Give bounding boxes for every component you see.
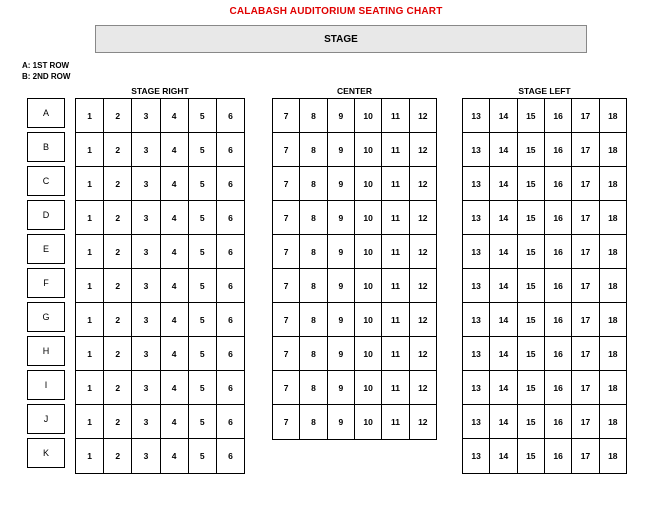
seat-C4[interactable]: 4 bbox=[161, 167, 189, 201]
seat-G1[interactable]: 1 bbox=[76, 303, 104, 337]
seat-B17[interactable]: 17 bbox=[572, 133, 599, 167]
seat-H15[interactable]: 15 bbox=[518, 337, 545, 371]
seat-K16[interactable]: 16 bbox=[545, 439, 572, 473]
seat-G6[interactable]: 6 bbox=[217, 303, 244, 337]
seating-block-stage-left bbox=[462, 98, 627, 474]
seat-A5[interactable]: 5 bbox=[189, 99, 217, 133]
seat-row bbox=[76, 235, 244, 269]
seat-E8[interactable]: 8 bbox=[300, 235, 327, 269]
seat-I16[interactable]: 16 bbox=[545, 371, 572, 405]
seat-I9[interactable]: 9 bbox=[328, 371, 355, 405]
seat-I10[interactable]: 10 bbox=[355, 371, 382, 405]
seat-I8[interactable]: 8 bbox=[300, 371, 327, 405]
seat-B4[interactable]: 4 bbox=[161, 133, 189, 167]
seat-row bbox=[76, 439, 244, 473]
seat-D10[interactable]: 10 bbox=[355, 201, 382, 235]
seat-J2[interactable]: 2 bbox=[104, 405, 132, 439]
row-letter-cell: D bbox=[27, 200, 65, 230]
row-letter-cell: J bbox=[27, 404, 65, 434]
seat-row bbox=[76, 303, 244, 337]
seat-E17[interactable]: 17 bbox=[572, 235, 599, 269]
seat-C7[interactable]: 7 bbox=[273, 167, 300, 201]
seat-row bbox=[273, 201, 436, 235]
seat-A15[interactable]: 15 bbox=[518, 99, 545, 133]
seat-F14[interactable]: 14 bbox=[490, 269, 517, 303]
seat-C5[interactable]: 5 bbox=[189, 167, 217, 201]
seat-G5[interactable]: 5 bbox=[189, 303, 217, 337]
page-title: CALABASH AUDITORIUM SEATING CHART bbox=[229, 6, 443, 17]
seat-K5[interactable]: 5 bbox=[189, 439, 217, 473]
seat-B5[interactable]: 5 bbox=[189, 133, 217, 167]
seat-G18[interactable]: 18 bbox=[600, 303, 626, 337]
seat-J15[interactable]: 15 bbox=[518, 405, 545, 439]
seat-A9[interactable]: 9 bbox=[328, 99, 355, 133]
seat-F8[interactable]: 8 bbox=[300, 269, 327, 303]
seat-H8[interactable]: 8 bbox=[300, 337, 327, 371]
seat-A12[interactable]: 12 bbox=[410, 99, 436, 133]
seat-row bbox=[76, 133, 244, 167]
seat-row bbox=[76, 201, 244, 235]
seat-G7[interactable]: 7 bbox=[273, 303, 300, 337]
seat-D11[interactable]: 11 bbox=[382, 201, 409, 235]
seat-J1[interactable]: 1 bbox=[76, 405, 104, 439]
seat-G17[interactable]: 17 bbox=[572, 303, 599, 337]
seat-F5[interactable]: 5 bbox=[189, 269, 217, 303]
seat-E5[interactable]: 5 bbox=[189, 235, 217, 269]
seat-row bbox=[273, 167, 436, 201]
seat-D13[interactable]: 13 bbox=[463, 201, 490, 235]
section-label-stage-right: STAGE RIGHT bbox=[131, 86, 189, 96]
seat-G10[interactable]: 10 bbox=[355, 303, 382, 337]
seat-C18[interactable]: 18 bbox=[600, 167, 626, 201]
seat-D3[interactable]: 3 bbox=[132, 201, 160, 235]
seat-C3[interactable]: 3 bbox=[132, 167, 160, 201]
seat-E16[interactable]: 16 bbox=[545, 235, 572, 269]
seat-K18[interactable]: 18 bbox=[600, 439, 626, 473]
row-letter-cell: E bbox=[27, 234, 65, 264]
seat-I3[interactable]: 3 bbox=[132, 371, 160, 405]
seat-A2[interactable]: 2 bbox=[104, 99, 132, 133]
seat-H11[interactable]: 11 bbox=[382, 337, 409, 371]
seat-F3[interactable]: 3 bbox=[132, 269, 160, 303]
seat-H12[interactable]: 12 bbox=[410, 337, 436, 371]
row-letter-cell: H bbox=[27, 336, 65, 366]
seat-G14[interactable]: 14 bbox=[490, 303, 517, 337]
seat-row bbox=[463, 405, 626, 439]
seat-D14[interactable]: 14 bbox=[490, 201, 517, 235]
row-letter-cell: A bbox=[27, 98, 65, 128]
seat-A17[interactable]: 17 bbox=[572, 99, 599, 133]
seat-D6[interactable]: 6 bbox=[217, 201, 244, 235]
seat-K4[interactable]: 4 bbox=[161, 439, 189, 473]
seat-row bbox=[76, 167, 244, 201]
seat-row bbox=[463, 371, 626, 405]
seat-I11[interactable]: 11 bbox=[382, 371, 409, 405]
seat-E11[interactable]: 11 bbox=[382, 235, 409, 269]
seat-G13[interactable]: 13 bbox=[463, 303, 490, 337]
seat-J8[interactable]: 8 bbox=[300, 405, 327, 439]
seat-G2[interactable]: 2 bbox=[104, 303, 132, 337]
seat-D5[interactable]: 5 bbox=[189, 201, 217, 235]
seat-B9[interactable]: 9 bbox=[328, 133, 355, 167]
seat-H2[interactable]: 2 bbox=[104, 337, 132, 371]
seat-F13[interactable]: 13 bbox=[463, 269, 490, 303]
seat-H4[interactable]: 4 bbox=[161, 337, 189, 371]
seat-G11[interactable]: 11 bbox=[382, 303, 409, 337]
legend-item-second-row: B: 2ND ROW bbox=[22, 72, 71, 81]
seat-A4[interactable]: 4 bbox=[161, 99, 189, 133]
seat-C10[interactable]: 10 bbox=[355, 167, 382, 201]
seat-B16[interactable]: 16 bbox=[545, 133, 572, 167]
seat-J11[interactable]: 11 bbox=[382, 405, 409, 439]
stage-label: STAGE bbox=[324, 33, 358, 45]
seat-H14[interactable]: 14 bbox=[490, 337, 517, 371]
seat-I5[interactable]: 5 bbox=[189, 371, 217, 405]
seat-F10[interactable]: 10 bbox=[355, 269, 382, 303]
seat-A13[interactable]: 13 bbox=[463, 99, 490, 133]
seat-F9[interactable]: 9 bbox=[328, 269, 355, 303]
seat-D2[interactable]: 2 bbox=[104, 201, 132, 235]
seat-D4[interactable]: 4 bbox=[161, 201, 189, 235]
seat-J7[interactable]: 7 bbox=[273, 405, 300, 439]
seat-I15[interactable]: 15 bbox=[518, 371, 545, 405]
seat-F15[interactable]: 15 bbox=[518, 269, 545, 303]
seat-C1[interactable]: 1 bbox=[76, 167, 104, 201]
seat-H9[interactable]: 9 bbox=[328, 337, 355, 371]
seat-E4[interactable]: 4 bbox=[161, 235, 189, 269]
seat-G3[interactable]: 3 bbox=[132, 303, 160, 337]
seat-A18[interactable]: 18 bbox=[600, 99, 626, 133]
legend bbox=[22, 60, 70, 82]
seat-row bbox=[273, 99, 436, 133]
seat-G8[interactable]: 8 bbox=[300, 303, 327, 337]
seat-row bbox=[273, 133, 436, 167]
seat-G16[interactable]: 16 bbox=[545, 303, 572, 337]
seat-row bbox=[463, 303, 626, 337]
seat-I2[interactable]: 2 bbox=[104, 371, 132, 405]
seat-F17[interactable]: 17 bbox=[572, 269, 599, 303]
seat-I4[interactable]: 4 bbox=[161, 371, 189, 405]
seat-H18[interactable]: 18 bbox=[600, 337, 626, 371]
seat-A10[interactable]: 10 bbox=[355, 99, 382, 133]
seat-A7[interactable]: 7 bbox=[273, 99, 300, 133]
seating-block-center bbox=[272, 98, 437, 440]
row-letter-column bbox=[27, 98, 65, 468]
seat-J13[interactable]: 13 bbox=[463, 405, 490, 439]
seat-C9[interactable]: 9 bbox=[328, 167, 355, 201]
seat-C17[interactable]: 17 bbox=[572, 167, 599, 201]
section-label-center: CENTER bbox=[337, 86, 372, 96]
seat-H5[interactable]: 5 bbox=[189, 337, 217, 371]
seat-row bbox=[463, 167, 626, 201]
seat-A16[interactable]: 16 bbox=[545, 99, 572, 133]
seat-row bbox=[76, 405, 244, 439]
seat-row bbox=[273, 337, 436, 371]
seat-A8[interactable]: 8 bbox=[300, 99, 327, 133]
seat-row bbox=[76, 269, 244, 303]
seat-B3[interactable]: 3 bbox=[132, 133, 160, 167]
seat-row bbox=[463, 439, 626, 473]
seat-C11[interactable]: 11 bbox=[382, 167, 409, 201]
row-letter-cell: F bbox=[27, 268, 65, 298]
seat-K3[interactable]: 3 bbox=[132, 439, 160, 473]
seat-J6[interactable]: 6 bbox=[217, 405, 244, 439]
seat-F12[interactable]: 12 bbox=[410, 269, 436, 303]
row-letter-cell: K bbox=[27, 438, 65, 468]
seat-B6[interactable]: 6 bbox=[217, 133, 244, 167]
seat-I17[interactable]: 17 bbox=[572, 371, 599, 405]
seat-row bbox=[273, 235, 436, 269]
seat-H1[interactable]: 1 bbox=[76, 337, 104, 371]
seat-C16[interactable]: 16 bbox=[545, 167, 572, 201]
seating-block-stage-right bbox=[75, 98, 245, 474]
seat-I18[interactable]: 18 bbox=[600, 371, 626, 405]
seat-D17[interactable]: 17 bbox=[572, 201, 599, 235]
seat-I12[interactable]: 12 bbox=[410, 371, 436, 405]
seat-J17[interactable]: 17 bbox=[572, 405, 599, 439]
seat-K6[interactable]: 6 bbox=[217, 439, 244, 473]
seat-B10[interactable]: 10 bbox=[355, 133, 382, 167]
seat-I14[interactable]: 14 bbox=[490, 371, 517, 405]
seat-H16[interactable]: 16 bbox=[545, 337, 572, 371]
seat-row bbox=[273, 269, 436, 303]
row-letter-cell: G bbox=[27, 302, 65, 332]
seat-H17[interactable]: 17 bbox=[572, 337, 599, 371]
seat-C6[interactable]: 6 bbox=[217, 167, 244, 201]
seat-D12[interactable]: 12 bbox=[410, 201, 436, 235]
seat-J12[interactable]: 12 bbox=[410, 405, 436, 439]
seat-row bbox=[463, 269, 626, 303]
seat-C13[interactable]: 13 bbox=[463, 167, 490, 201]
seat-K13[interactable]: 13 bbox=[463, 439, 490, 473]
seat-F16[interactable]: 16 bbox=[545, 269, 572, 303]
seat-B7[interactable]: 7 bbox=[273, 133, 300, 167]
seat-C15[interactable]: 15 bbox=[518, 167, 545, 201]
seat-row bbox=[76, 99, 244, 133]
seat-A14[interactable]: 14 bbox=[490, 99, 517, 133]
seat-B2[interactable]: 2 bbox=[104, 133, 132, 167]
seat-J3[interactable]: 3 bbox=[132, 405, 160, 439]
seat-row bbox=[273, 405, 436, 439]
seat-E14[interactable]: 14 bbox=[490, 235, 517, 269]
seat-B18[interactable]: 18 bbox=[600, 133, 626, 167]
seat-E7[interactable]: 7 bbox=[273, 235, 300, 269]
seat-J9[interactable]: 9 bbox=[328, 405, 355, 439]
seat-I13[interactable]: 13 bbox=[463, 371, 490, 405]
seat-K2[interactable]: 2 bbox=[104, 439, 132, 473]
seat-J4[interactable]: 4 bbox=[161, 405, 189, 439]
seat-E1[interactable]: 1 bbox=[76, 235, 104, 269]
seat-E6[interactable]: 6 bbox=[217, 235, 244, 269]
seat-row bbox=[76, 337, 244, 371]
seat-B14[interactable]: 14 bbox=[490, 133, 517, 167]
seat-F11[interactable]: 11 bbox=[382, 269, 409, 303]
seat-I7[interactable]: 7 bbox=[273, 371, 300, 405]
seat-D1[interactable]: 1 bbox=[76, 201, 104, 235]
seat-row bbox=[273, 303, 436, 337]
legend-item-first-row: A: 1ST ROW bbox=[22, 61, 70, 70]
stage-area bbox=[95, 25, 587, 53]
seat-E2[interactable]: 2 bbox=[104, 235, 132, 269]
seat-C2[interactable]: 2 bbox=[104, 167, 132, 201]
seat-F2[interactable]: 2 bbox=[104, 269, 132, 303]
seat-H13[interactable]: 13 bbox=[463, 337, 490, 371]
seat-K1[interactable]: 1 bbox=[76, 439, 104, 473]
seat-E13[interactable]: 13 bbox=[463, 235, 490, 269]
seat-E18[interactable]: 18 bbox=[600, 235, 626, 269]
seat-row bbox=[463, 235, 626, 269]
section-label-stage-left: STAGE LEFT bbox=[518, 86, 571, 96]
row-letter-cell: I bbox=[27, 370, 65, 400]
seat-H6[interactable]: 6 bbox=[217, 337, 244, 371]
seat-E10[interactable]: 10 bbox=[355, 235, 382, 269]
seat-D18[interactable]: 18 bbox=[600, 201, 626, 235]
seat-K14[interactable]: 14 bbox=[490, 439, 517, 473]
seat-A6[interactable]: 6 bbox=[217, 99, 244, 133]
seat-G9[interactable]: 9 bbox=[328, 303, 355, 337]
seat-A3[interactable]: 3 bbox=[132, 99, 160, 133]
seat-H7[interactable]: 7 bbox=[273, 337, 300, 371]
seat-E12[interactable]: 12 bbox=[410, 235, 436, 269]
seat-B12[interactable]: 12 bbox=[410, 133, 436, 167]
seat-B15[interactable]: 15 bbox=[518, 133, 545, 167]
seat-F1[interactable]: 1 bbox=[76, 269, 104, 303]
seat-E9[interactable]: 9 bbox=[328, 235, 355, 269]
seat-J5[interactable]: 5 bbox=[189, 405, 217, 439]
seat-row bbox=[463, 99, 626, 133]
seat-J10[interactable]: 10 bbox=[355, 405, 382, 439]
seat-F6[interactable]: 6 bbox=[217, 269, 244, 303]
row-letter-cell: C bbox=[27, 166, 65, 196]
seat-D16[interactable]: 16 bbox=[545, 201, 572, 235]
seat-F7[interactable]: 7 bbox=[273, 269, 300, 303]
seat-F18[interactable]: 18 bbox=[600, 269, 626, 303]
seat-B11[interactable]: 11 bbox=[382, 133, 409, 167]
seat-E15[interactable]: 15 bbox=[518, 235, 545, 269]
seat-E3[interactable]: 3 bbox=[132, 235, 160, 269]
seat-K17[interactable]: 17 bbox=[572, 439, 599, 473]
seat-D7[interactable]: 7 bbox=[273, 201, 300, 235]
seat-G12[interactable]: 12 bbox=[410, 303, 436, 337]
seat-F4[interactable]: 4 bbox=[161, 269, 189, 303]
seat-row bbox=[463, 133, 626, 167]
row-letter-cell: B bbox=[27, 132, 65, 162]
seat-I6[interactable]: 6 bbox=[217, 371, 244, 405]
seat-C14[interactable]: 14 bbox=[490, 167, 517, 201]
seat-K15[interactable]: 15 bbox=[518, 439, 545, 473]
seat-C8[interactable]: 8 bbox=[300, 167, 327, 201]
seat-J16[interactable]: 16 bbox=[545, 405, 572, 439]
seat-G4[interactable]: 4 bbox=[161, 303, 189, 337]
seat-D9[interactable]: 9 bbox=[328, 201, 355, 235]
seat-B8[interactable]: 8 bbox=[300, 133, 327, 167]
seat-D15[interactable]: 15 bbox=[518, 201, 545, 235]
seat-C12[interactable]: 12 bbox=[410, 167, 436, 201]
seat-row bbox=[463, 201, 626, 235]
seat-A11[interactable]: 11 bbox=[382, 99, 409, 133]
seat-J14[interactable]: 14 bbox=[490, 405, 517, 439]
seat-row bbox=[463, 337, 626, 371]
seat-A1[interactable]: 1 bbox=[76, 99, 104, 133]
seat-G15[interactable]: 15 bbox=[518, 303, 545, 337]
seat-I1[interactable]: 1 bbox=[76, 371, 104, 405]
seat-row bbox=[273, 371, 436, 405]
seat-row bbox=[76, 371, 244, 405]
seat-H10[interactable]: 10 bbox=[355, 337, 382, 371]
seat-H3[interactable]: 3 bbox=[132, 337, 160, 371]
seat-B13[interactable]: 13 bbox=[463, 133, 490, 167]
seat-J18[interactable]: 18 bbox=[600, 405, 626, 439]
seat-B1[interactable]: 1 bbox=[76, 133, 104, 167]
seat-D8[interactable]: 8 bbox=[300, 201, 327, 235]
